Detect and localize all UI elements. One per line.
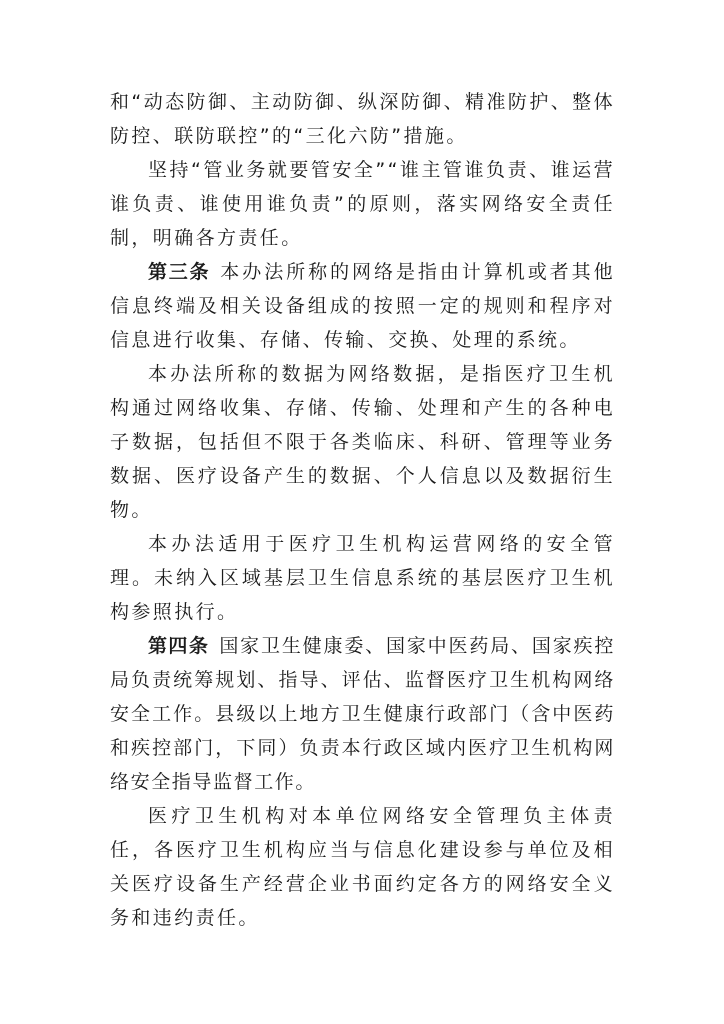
paragraph-text: 医疗卫生机构对本单位网络安全管理负主体责任，各医疗卫生机构应当与信息化建设参与单位及相关医疗设备生产经营企业书面约定各方的网络安全义务和违约责任。 [110, 805, 615, 929]
article-4-supervision [110, 629, 615, 799]
paragraph-text: 坚持“管业务就要管安全”“谁主管谁负责、谁运营谁负责、谁使用谁负责”的原则，落实网络安全责任制，明确各方责任。 [110, 159, 615, 249]
paragraph-text: 国家卫生健康委、国家中医药局、国家疾控局负责统筹规划、指导、评估、监督医疗卫生机构网络安全工作。县级以上地方卫生健康行政部门（含中医药和疾控部门，下同）负责本行政区域内医疗卫生机构网络安全指导监督工作。 [110, 635, 615, 793]
paragraph-data-definition [110, 357, 615, 527]
paragraph-scope [110, 527, 615, 629]
paragraph-text: 本办法所称的网络是指由计算机或者其他信息终端及相关设备组成的按照一定的规则和程序对信息进行收集、存储、传输、交换、处理的系统。 [110, 261, 615, 351]
paragraph-institution-responsibility [110, 799, 615, 935]
document-body [110, 85, 615, 935]
article-number: 第三条 [148, 261, 211, 283]
paragraph-text: 和“动态防御、主动防御、纵深防御、精准防护、整体防控、联防联控”的“三化六防”措施。 [110, 91, 615, 147]
paragraph-continued-measures [110, 85, 615, 153]
article-number: 第四条 [148, 635, 210, 657]
paragraph-text: 本办法所称的数据为网络数据，是指医疗卫生机构通过网络收集、存储、传输、处理和产生的各种电子数据，包括但不限于各类临床、科研、管理等业务数据、医疗设备产生的数据、个人信息以及数据衍生物。 [110, 363, 615, 521]
paragraph-text: 本办法适用于医疗卫生机构运营网络的安全管理。未纳入区域基层卫生信息系统的基层医疗卫生机构参照执行。 [110, 533, 615, 623]
paragraph-responsibility-principle [110, 153, 615, 255]
article-3-network-definition [110, 255, 615, 357]
